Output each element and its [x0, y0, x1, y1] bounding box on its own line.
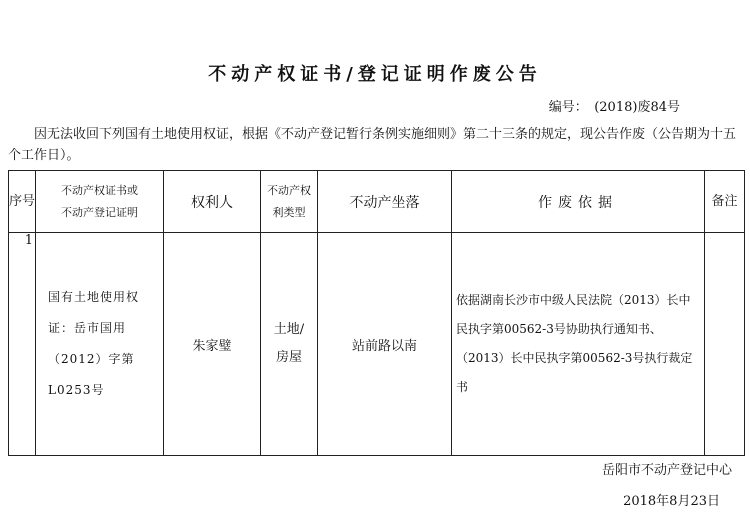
header-no-text: 序号 — [9, 193, 36, 209]
issuing-organization: 岳阳市不动产登记中心 — [601, 463, 732, 478]
header-cert-line1: 不动产权证书或 — [61, 183, 138, 197]
header-location — [318, 171, 452, 233]
header-no — [9, 171, 36, 233]
table-row — [9, 233, 745, 456]
document-number: 编号： (2018)废84号 — [548, 100, 680, 115]
row-certificate: 国有土地使用权证：岳市国用（2012）字第L0253号 — [36, 233, 164, 456]
header-holder-text: 权利人 — [191, 194, 233, 211]
notice-title: 不动产权证书/登记证明作废公告 — [208, 64, 542, 85]
header-right-type — [261, 171, 318, 233]
row-type-line2: 房屋 — [275, 350, 302, 365]
issue-date: 2018年8月23日 — [623, 494, 720, 509]
header-notes — [705, 171, 745, 233]
table-header-row — [9, 171, 745, 233]
row-location: 站前路以南 — [318, 233, 452, 456]
void-certificates-table — [8, 170, 745, 456]
row-no: 1 — [9, 233, 36, 456]
row-basis: 依据湖南长沙市中级人民法院（2013）长中民执字第00562-3号协助执行通知书、（2013）长中民执字第00562-3号执行裁定书 — [452, 233, 705, 456]
header-certificate — [36, 171, 164, 233]
header-holder — [164, 171, 261, 233]
header-basis-text: 作废依据 — [538, 194, 618, 211]
header-location-text: 不动产坐落 — [349, 194, 420, 211]
header-cert-line2: 不动产登记证明 — [61, 205, 138, 219]
row-right-type — [261, 233, 318, 456]
header-basis — [452, 171, 705, 233]
intro-paragraph: 因无法收回下列国有土地使用权证，根据《不动产登记暂行条例实施细则》第二十三条的规定，现公告作废（公告期为十五个工作日）。 — [8, 127, 737, 163]
header-type-line2: 利类型 — [272, 205, 306, 219]
header-type-line1: 不动产权 — [267, 183, 311, 197]
header-notes-text: 备注 — [711, 193, 738, 209]
row-holder: 朱家璧 — [164, 233, 261, 456]
row-notes — [705, 233, 745, 456]
row-type-line1: 土地/ — [273, 322, 305, 337]
